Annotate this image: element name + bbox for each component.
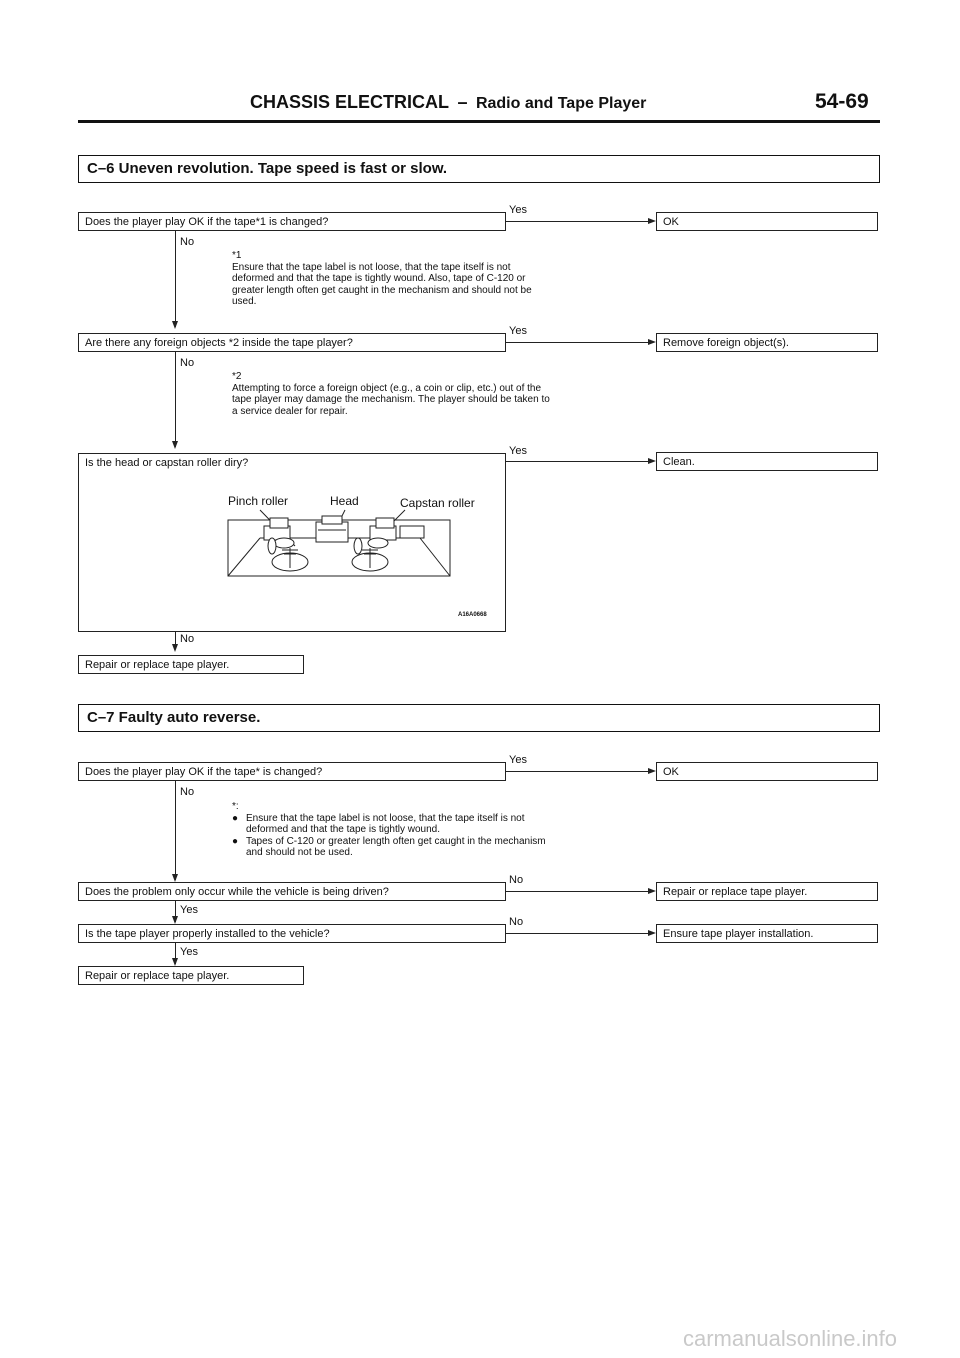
c7-q2-yes-arrow xyxy=(172,916,178,924)
c7-q2-no-label: No xyxy=(509,874,524,886)
c6-q1-yes-connector xyxy=(506,221,648,222)
c7-q2-no-arrow xyxy=(648,888,656,894)
header-rule xyxy=(78,120,880,123)
c6-q2-yes-arrow xyxy=(648,339,656,345)
c7-q1-yes-connector xyxy=(506,771,648,772)
c6-question-2: Are there any foreign objects *2 inside the tape player? xyxy=(78,333,506,352)
header-subtitle: Radio and Tape Player xyxy=(475,95,647,112)
header-title: CHASSIS ELECTRICAL xyxy=(250,92,450,112)
c7-note-mark: *: xyxy=(232,801,239,812)
tape-mechanism-figure xyxy=(220,508,460,608)
c6-note-2 xyxy=(232,371,552,417)
c7-q3-yes-label: Yes xyxy=(180,946,198,958)
c7-q2-no-connector xyxy=(506,891,648,892)
header-dash: – xyxy=(457,92,468,112)
c6-q1-no-label: No xyxy=(180,236,195,248)
figure-label-head: Head xyxy=(330,494,359,508)
c7-q1-yes-arrow xyxy=(648,768,656,774)
c6-note-1-text: Ensure that the tape label is not loose, that the tape itself is not deformed and that the tape is tightly wound. Also, tape of C-120 or greater length often get caught in the mechanism and should not be used. xyxy=(232,261,532,307)
c7-q3-result: Ensure tape player installation. xyxy=(656,924,878,943)
c7-q1-result: OK xyxy=(656,762,878,781)
c6-q3-yes-arrow xyxy=(648,458,656,464)
c6-q1-no-arrow xyxy=(172,321,178,329)
figure-label-capstan-roller: Capstan roller xyxy=(400,496,475,510)
c7-note-bullet-1: ● Ensure that the tape label is not loose, that the tape itself is not deformed and that the tape is tightly wound. xyxy=(232,813,552,836)
c6-q3-text: Is the head or capstan roller diry? xyxy=(85,457,249,469)
c7-q2-result: Repair or replace tape player. xyxy=(656,882,878,901)
c6-q1-yes-arrow xyxy=(648,218,656,224)
c7-q3-no-label: No xyxy=(509,916,524,928)
section-c7-title: C–7 Faulty auto reverse. xyxy=(78,704,880,732)
c7-note-bullet-2: ● Tapes of C-120 or greater length often get caught in the mechanism and should not be used. xyxy=(232,836,552,859)
c6-q3-yes-label: Yes xyxy=(509,445,527,457)
c7-final-action: Repair or replace tape player. xyxy=(78,966,304,985)
c6-q2-yes-label: Yes xyxy=(509,325,527,337)
c7-question-1: Does the player play OK if the tape* is changed? xyxy=(78,762,506,781)
c6-q1-yes-label: Yes xyxy=(509,204,527,216)
c7-q1-no-connector xyxy=(175,781,176,880)
c6-q2-no-arrow xyxy=(172,441,178,449)
c6-q1-result: OK xyxy=(656,212,878,231)
figure-label-pinch-roller: Pinch roller xyxy=(228,494,289,508)
c7-q1-yes-label: Yes xyxy=(509,754,527,766)
c6-q2-yes-connector xyxy=(506,342,648,343)
c6-final-action: Repair or replace tape player. xyxy=(78,655,304,674)
c6-q2-no-connector xyxy=(175,352,176,447)
c7-q3-no-connector xyxy=(506,933,648,934)
c7-note xyxy=(232,801,552,859)
c7-question-3: Is the tape player properly installed to the vehicle? xyxy=(78,924,506,943)
c6-q2-result: Remove foreign object(s). xyxy=(656,333,878,352)
c7-q3-yes-arrow xyxy=(172,958,178,966)
c6-note-1-mark: *1 xyxy=(232,250,242,261)
c6-q3-no-arrow xyxy=(172,644,178,652)
c6-q1-no-connector xyxy=(175,231,176,327)
watermark: carmanualsonline.info xyxy=(683,1326,898,1351)
c6-question-1: Does the player play OK if the tape*1 is changed? xyxy=(78,212,506,231)
c7-q3-no-arrow xyxy=(648,930,656,936)
c6-note-2-text: Attempting to force a foreign object (e.g., a coin or clip, etc.) out of the tape player may damage the mechanism. The player should be taken to a service dealer for repair. xyxy=(232,382,550,417)
section-c6-title: C–6 Uneven revolution. Tape speed is fast or slow. xyxy=(78,155,880,183)
c6-q3-no-label: No xyxy=(180,633,195,645)
c6-q3-yes-connector xyxy=(506,461,648,462)
c7-question-2: Does the problem only occur while the vehicle is being driven? xyxy=(78,882,506,901)
c6-note-2-mark: *2 xyxy=(232,371,242,382)
c7-note-bullet-2-text: Tapes of C-120 or greater length often get caught in the mechanism and should not be used. xyxy=(246,835,546,858)
c7-q2-yes-label: Yes xyxy=(180,904,198,916)
c7-q1-no-label: No xyxy=(180,786,195,798)
c7-q1-no-arrow xyxy=(172,874,178,882)
figure-code: A16A0668 xyxy=(458,612,487,618)
c7-note-bullet-1-text: Ensure that the tape label is not loose, that the tape itself is not deformed and that the tape is tightly wound. xyxy=(246,812,525,835)
c6-q2-no-label: No xyxy=(180,357,195,369)
page-number: 54-69 xyxy=(815,90,869,113)
c6-note-1 xyxy=(232,250,552,308)
header-title-group xyxy=(250,92,646,113)
c6-q3-result: Clean. xyxy=(656,452,878,471)
